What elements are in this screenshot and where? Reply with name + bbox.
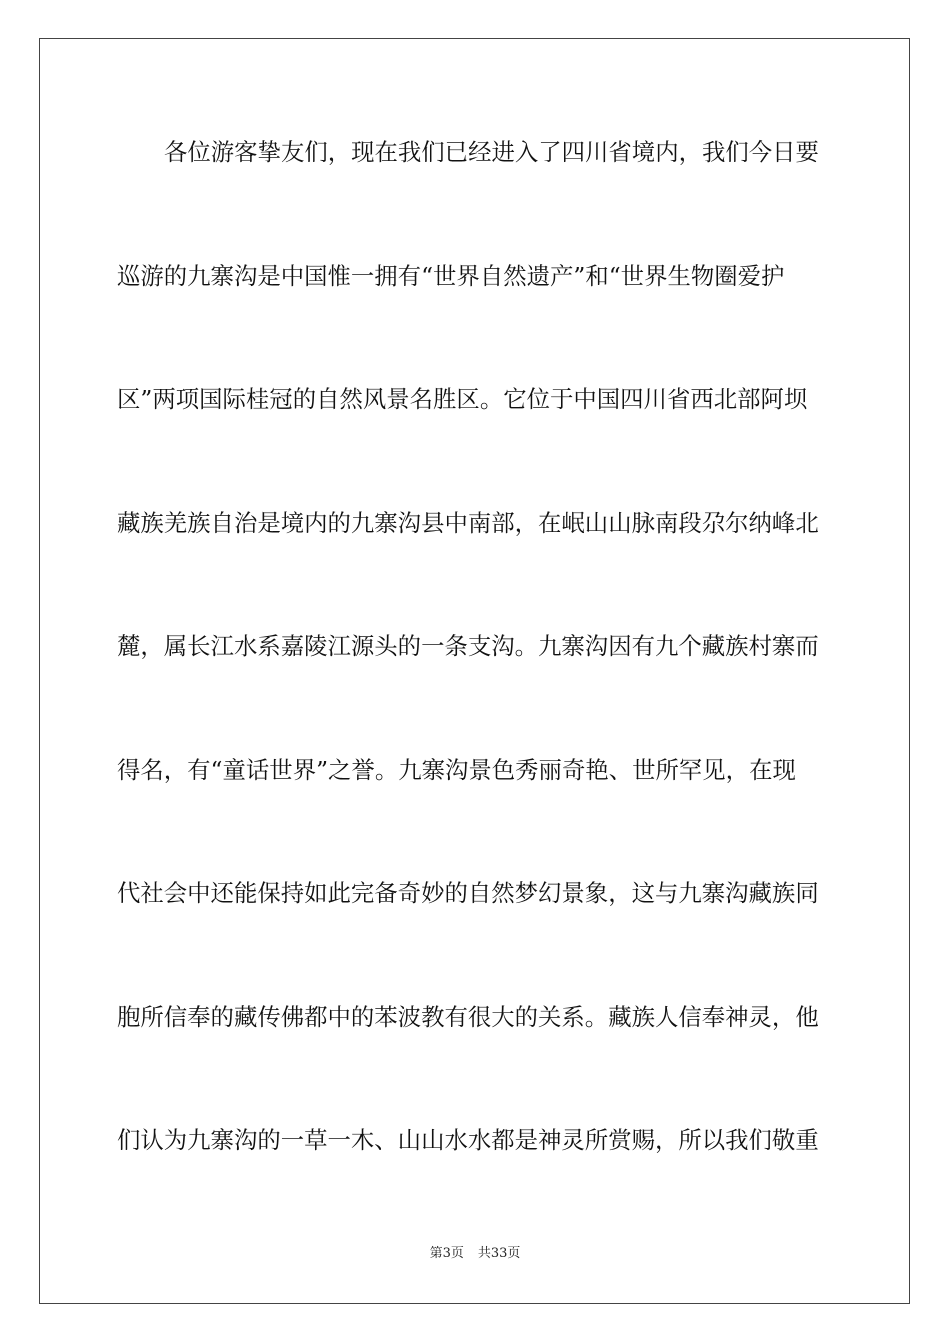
text-line: 胞所信奉的藏传佛都中的苯波教有很大的关系。藏族人信奉神灵，他 (117, 1002, 819, 1031)
page-footer (0, 1245, 950, 1263)
total-pages: 共33页 (477, 1246, 521, 1261)
page-number: 第3页 (429, 1246, 464, 1261)
text-line: 们认为九寨沟的一草一木、山山水水都是神灵所赏赐，所以我们敬重 (117, 1126, 819, 1154)
text-line: 巡游的九寨沟是中国惟一拥有“世界自然遗产”和“世界生物圈爱护 (117, 261, 785, 290)
text-line: 各位游客挚友们，现在我们已经进入了四川省境内，我们今日要 (164, 138, 819, 166)
text-line: 区”两项国际桂冠的自然风景名胜区。它位于中国四川省西北部阿坝 (117, 385, 808, 413)
text-line: 得名，有“童话世界”之誉。九寨沟景色秀丽奇艳、世所罕见，在现 (117, 755, 796, 784)
text-line: 麓，属长江水系嘉陵江源头的一条支沟。九寨沟因有九个藏族村寨而 (117, 632, 819, 660)
text-line: 代社会中还能保持如此完备奇妙的自然梦幻景象，这与九寨沟藏族同 (117, 879, 819, 907)
text-line: 藏族羌族自治是境内的九寨沟县中南部，在岷山山脉南段尕尔纳峰北 (117, 508, 819, 537)
body-text (117, 122, 833, 1234)
